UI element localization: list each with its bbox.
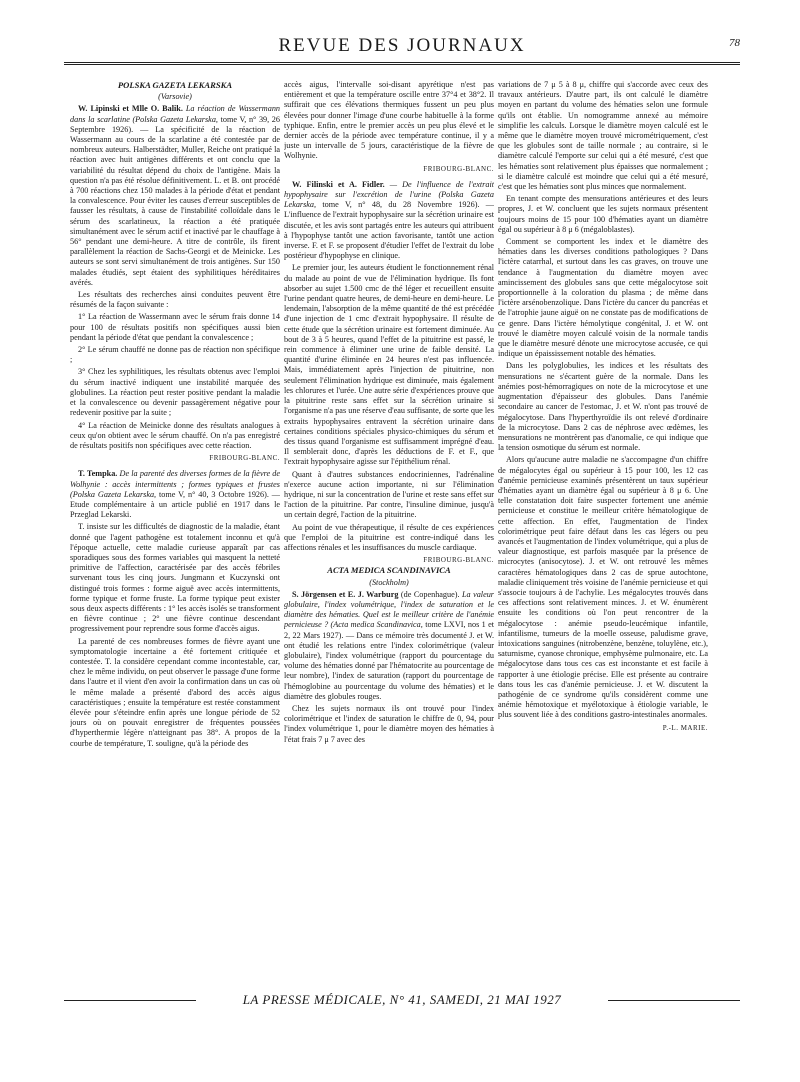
columns [70, 80, 734, 980]
header-rule-double [64, 64, 740, 65]
article-paragraph: La parenté de ces nombreuses formes de fièvre ayant une symptomatologie incertaine a été fortement critiquée et contestée. T. la considère cependant comme incontestable, car, chez le même individu, on peut observer le passage d'une forme dans l'autre et il vient d'en avoir la confirmation dans un cas où le même malade a présenté d'abord des accès aigus caractéristiques ; ensuite la température est restée constamment élevée pour s'éteindre enfin après une longue période de 52 jours où on pouvait enregistrer de fréquentes poussées d'hyperthermie légère n'atteignant pas 38°. A propos de la courbe de température, T. souligne, qu'à la période des [70, 636, 280, 748]
article-paragraph: Chez les sujets normaux ils ont trouvé pour l'index colorimétrique et l'index de saturation le chiffre de 0, 94, pour l'index volumétrique 1, pour le diamètre moyen des hématies à l'état frais 7 μ 7 avec des [284, 703, 494, 744]
article-intro [70, 469, 280, 520]
list-item: 2° Le sérum chauffé ne donne pas de réaction non spécifique ; [70, 345, 280, 365]
article-authors: S. Jörgensen et E. J. Warburg [292, 589, 399, 599]
article-paragraph: Le premier jour, les auteurs étudient le fonctionnement rénal du malade au point de vue de l'élimination hydrique. Ils font absorber au sujet 1.500 cmc de thé léger et recueillent ensuite l'urine pendant quatre heures, de demi-heure en demi-heure. Le lendemain, l'absorption de la même quantité de thé est précédée d'une injection de 1 cmc d'extrait hypophysaire. Il résulte de cette étude que la sécrétion urinaire est fortement diminuée. Au bout de 3 à 5 heures, quand l'effet de la pituitrine est passé, le rein commence à éliminer une urine de faible densité. La quantité d'urine éliminée en 24 heures n'est pas influencée. Mais, immédiatement après l'injection de pituitrine, non seulement l'élimination hydrique est diminuée, mais également les chlorures et l'urée. Une autre série d'expériences prouve que la pituitrine reste sans effet sur la sécrétion urinaire si l'organisme n'a pas une réserve d'eau suffisante, de sorte que les extraits hypophysaires entravent la sécrétion urinaire dans certaines conditions spéciales physico-chimiques du sérum et des tissus quand l'organisme est suffisamment imprégné d'eau. Il semblerait donc, d'après les déductions de F. et F., que l'extrait hypophysaire agisse sur l'épithélium rénal. [284, 263, 494, 467]
journal-heading: ACTA MEDICA SCANDINAVICA [327, 565, 451, 576]
article-text: tome V, n° 39, 26 Septembre 1926). — La spécificité de la réaction de Wassermann au cours de la scarlatine a été contestée par de nombreux auteurs. Halberstädter, Muller, Reiche ont pratiqué la réaction avec huit antigènes différents et ont conclu que la variabilité du résultat dépend du choix de l'antigène. Mais la question n'a pas été résolue définitivement. L. et B. ont procédé à 700 réactions chez 150 malades à la période d'état et pendant la convalescence. Pour éviter les causes d'erreur susceptibles de fausser les résultats, à cause de l'instabilité colloïdale dans le sérum des scarlatineux, la réaction a été pratiquée simultanément avec le sérum actif et inactivé par le chauffage à 56° pendant une demi-heure. A titre de contrôle, ils firent parallèlement la réaction de Sachs-Georgi et de Meinicke. Les auteurs se sont servi simultanément de trois antigènes. Sur 150 malades étudiés, sept étaient des syphilitiques héréditaires avérés. [70, 114, 280, 287]
article-title: De la parenté des diverses formes de la fièvre de Wolhynie : accès intermittents ; formes typiques et frustes (Polska Gazeta Lekarska, [70, 469, 280, 499]
article-authors: W. Filinski et A. Fidler. [292, 179, 385, 189]
footer-rule-right [608, 1000, 740, 1001]
article-intro [284, 590, 494, 702]
article-intro [70, 104, 280, 288]
article-affiliation: (de Copenhague). [400, 589, 460, 599]
article-paragraph: Quant à d'autres substances endocriniennes, l'adrénaline n'exerce aucune action importante, ni sur l'élimination hydrique, ni sur la concentration de l'urine et reste sans effet sur l'action de la pituitrine. Par contre, l'insuline diminue, jusqu'à un certain degré, l'action de la pituitrine. [284, 469, 494, 520]
reviewer-signature: FRIBOURG-BLANC. [423, 164, 494, 173]
article-paragraph: T. insiste sur les difficultés de diagnostic de la maladie, étant donné que l'agent pathogène est totalement inconnu et qu'à l'époque actuelle, cette maladie curieuse apparaît par cas sporadiques sous des formes variables qui masquent la netteté primitive de l'affection, caractérisée par des accès fébriles survenant tous les cinq jours. Jungmann et Kuczynski ont distingué trois formes : forme aiguë avec accès intermittents, forme typique et forme fruste. La forme typique peut exister sous deux aspects différents : 1° les accès isolés se transforment en fièvre continue ; 2° une fièvre continue descendant progressivement pour reprendre sous forme d'accès aigus. [70, 522, 280, 634]
article-paragraph: Alors qu'aucune autre maladie ne s'accompagne d'un chiffre de mégalocytes égal ou supérieur à 15 pour 100, les 12 cas d'anémie pernicieuse examinés présentèrent un taux supérieur d'hématies ayant un diamètre égal ou supérieur à 8 μ 6. Une telle constatation doit faire suspecter fortement une anémie pernicieuse et constitue le meilleur critère hématologique de cette affection. En effet, l'augmentation de l'index colorimétrique peut faire défaut dans les cas légers ou peu avancés et l'augmentation de l'index volumétrique, qui a plus de valeur diagnostique, est parfois masquée par la présence de microcytes (anisocytose). J. et W. ont retrouvé les mêmes caractères hématologiques dans 2 cas de sprue autochtone, maladie cliniquement très voisine de l'anémie pernicieuse et qui s'associe toujours à de l'achylie. Les mégalocytes trouvés dans ces affections sont relativement minces. J. et W. énumèrent ensuite les conditions où l'on peut rencontrer de la mégalocytose : anémie pseudo-leucémique infantile, infantilisme, tumeurs de la moelle osseuse, paludisme grave, intoxications sanguines (nitrobenzène, benzène, toluylène, etc.), saturnisme, cyanose chronique, emphysème pulmonaire, etc. La mégalocytose dans tous ces cas est inconstante et est facile à rapporter à une étiologie précise. Elle est présente au contraire dans tous les cas d'anémie pernicieuse. J. et W. discutent la pathogénie de ce syndrome qu'ils considèrent comme une anémie hémotoxique et myélotoxique à étiologie variable, le plus souvent liée à des conditions gastro-intestinales anormales. [498, 455, 708, 720]
article-paragraph: Dans les polyglobulies, les indices et les résultats des mensurations ne s'écartent guère de la normale. Dans les anémies post-hémorragiques on note de la microcytose et une augmentation d'épaisseur des globules. Dans l'anémie secondaire au cancer de l'estomac, J. et W. n'ont pas trouvé de mégalocytose. Dans l'hyperthyroïdie ils ont relevé d'ordinaire de la microcytose. Dans 2 cas de néphrose avec œdèmes, les mensurations ne montrèrent pas d'anomalie, ce qui indique que la tension osmotique du sérum est normale. [498, 361, 708, 453]
page-number: 78 [729, 37, 740, 49]
footer-rule-left [64, 1000, 196, 1001]
section-title: REVUE DES JOURNAUX [278, 35, 526, 56]
article-title: La valeur globulaire, l'index volumétrique, l'index de saturation et le diamètre des hématies. Quel est le meilleur critère de l'anémie pernicieuse ? (Acta medica Scandinavica, [284, 589, 494, 630]
article-text: tome V, n° 48, du 28 Novembre 1926). — L'influence de l'extrait hypophysaire sur la sécrétion urinaire est discutée, et les avis sont partagés entre les auteurs qui attribuent à l'hypophyse tantôt une action favorisante, tantôt une action inverse. F. et F. se proposent d'étudier l'effet de l'extrait du lobe postérieur d'hypophyse en clinique. [284, 200, 494, 261]
reviewer-signature: FRIBOURG-BLANC. [209, 454, 280, 463]
article-paragraph: En tenant compte des mensurations antérieures et des leurs propres, J. et W. concluent que les sujets normaux présentent toujours moins de 15 pour 100 d'hématies ayant un diamètre égal ou supérieur à 8 μ 6 (mégaloblastes). [498, 194, 708, 234]
article-paragraph: Les résultats des recherches ainsi conduites peuvent être résumés de la façon suivante : [70, 290, 280, 310]
article-text: tome LXVI, nos 1 et 2, 22 Mars 1927). — Dans ce mémoire très documenté J. et W. ont étudié les relations entre l'index colorimétrique (valeur globulaire), l'index volumétrique (rapport du pourcentage du volume des hématies donné par l'hématocrite au pourcentage de leur nombre), l'index de saturation (rapport du pourcentage de l'hémoglobine au pourcentage du volume des hématies) et le diamètre des globules rouges. [284, 620, 494, 701]
list-item: 1° La réaction de Wassermann avec le sérum frais donne 14 pour 100 de résultats positifs non spécifiques aussi bien pendant la période d'état que pendant la convalescence ; [70, 312, 280, 342]
reviewer-signature: FRIBOURG-BLANC. [423, 556, 494, 565]
column-3 [498, 80, 708, 980]
article-authors: W. Lipinski et Mlle O. Balik. [78, 104, 183, 114]
header-rule [64, 62, 740, 63]
column-2 [284, 80, 494, 980]
article-paragraph: Comment se comportent les index et le diamètre des hématies dans les diverses conditions pathologiques ? Dans l'ictère catarrhal, et surtout dans les cas graves, on trouve une tendance à l'augmentation du diamètre moyen avec amincissement des globules sans que cette mégalocytose soit proportionnelle à la coloration du plasma ; de même dans l'ictère arsénobenzolique. Dans l'ictère du cancer du pancréas et de l'atrophie jaune aiguë on ne constate pas de modifications de ce genre. Dans l'ictère hémolytique congénital, J. et W. ont trouvé le diamètre moyen calculé voisin de la normale tandis que le diamètre mesuré dénote une microcytose accusée, ce qui indique un épaississement notable des hématies. [498, 237, 708, 359]
reviewer-signature: P.-L. MARIE. [662, 723, 708, 732]
article-intro [284, 180, 494, 262]
article-paragraph: Au point de vue thérapeutique, il résulte de ces expériences que l'emploi de la pituitrine est contre-indiqué dans les affections rénales et les insuffisances du muscle cardiaque. [284, 522, 494, 552]
journal-city: (Varsovie) [158, 92, 192, 102]
journal-heading: POLSKA GAZETA LEKARSKA [117, 80, 233, 90]
article-paragraph: variations de 7 μ 5 à 8 μ, chiffre qui s'accorde avec ceux des travaux antérieurs. D'autre part, ils ont calculé le diamètre moyen en partant du volume des hématies selon une formule qu'ils ont établie. Un nomogramme annexé au mémoire simplifie les calculs. Lorsque le diamètre moyen calculé est le même que le diamètre moyen trouvé micrométriquement, c'est que les globules sont de taille normale ; au contraire, si le diamètre calculé l'emporte sur celui qui a été mesuré, c'est que les hématies sont relativement plus épaisses que normalement ; si le diamètre calculé est moindre que celui qui a été mesuré, c'est que les hématies sont plus minces que normalement. [498, 80, 708, 192]
column-1 [70, 80, 280, 980]
article-title: La réaction de Wassermann dans la scarlatine (Polska Gazeta Lekarska, [70, 104, 280, 124]
journal-city: (Stockholm) [369, 577, 409, 587]
list-item: 4° La réaction de Meinicke donne des résultats analogues à ceux qu'on obtient avec le sérum chauffé. On n'a pas enregistré de résultats positifs non spécifiques avec cette réaction. [70, 420, 280, 450]
article-authors: T. Tempka. [78, 469, 118, 479]
page-header [64, 34, 740, 60]
footer-masthead: LA PRESSE MÉDICALE, N° 41, SAMEDI, 21 MAI 1927 [242, 992, 562, 1007]
article-title: — De l'influence de l'extrait hypophysaire sur l'excrétion de l'urine (Polska Gazeta Lekarska, [284, 179, 494, 210]
article-text: tome V, n° 40, 3 Octobre 1926). — Etude complémentaire à un article publié en 1917 dans le Przeglad Lekarski. [70, 489, 280, 520]
article-paragraph: accès aigus, l'intervalle soi-disant apyrétique n'est pas entièrement et que la température oscille entre 37°4 et 38°2. Il suffirait que ces élévations thermiques fussent un peu plus élevées pour donner l'image d'une courbe habituelle à la forme typhique. Enfin, entre le premier accès un peu plus élevé et le dernier accès de la période avec température continue, il y a juste un intervalle de 5 jours, caractéristique de la fièvre de Wolhynie. [284, 80, 494, 161]
list-item: 3° Chez les syphilitiques, les résultats obtenus avec l'emploi du sérum inactivé indiquent une instabilité marquée des globulines. La réaction peut rester positive pendant la maladie et la convalescence ou devenir passagèrement négative pour redevenir positive par la suite ; [70, 367, 280, 418]
